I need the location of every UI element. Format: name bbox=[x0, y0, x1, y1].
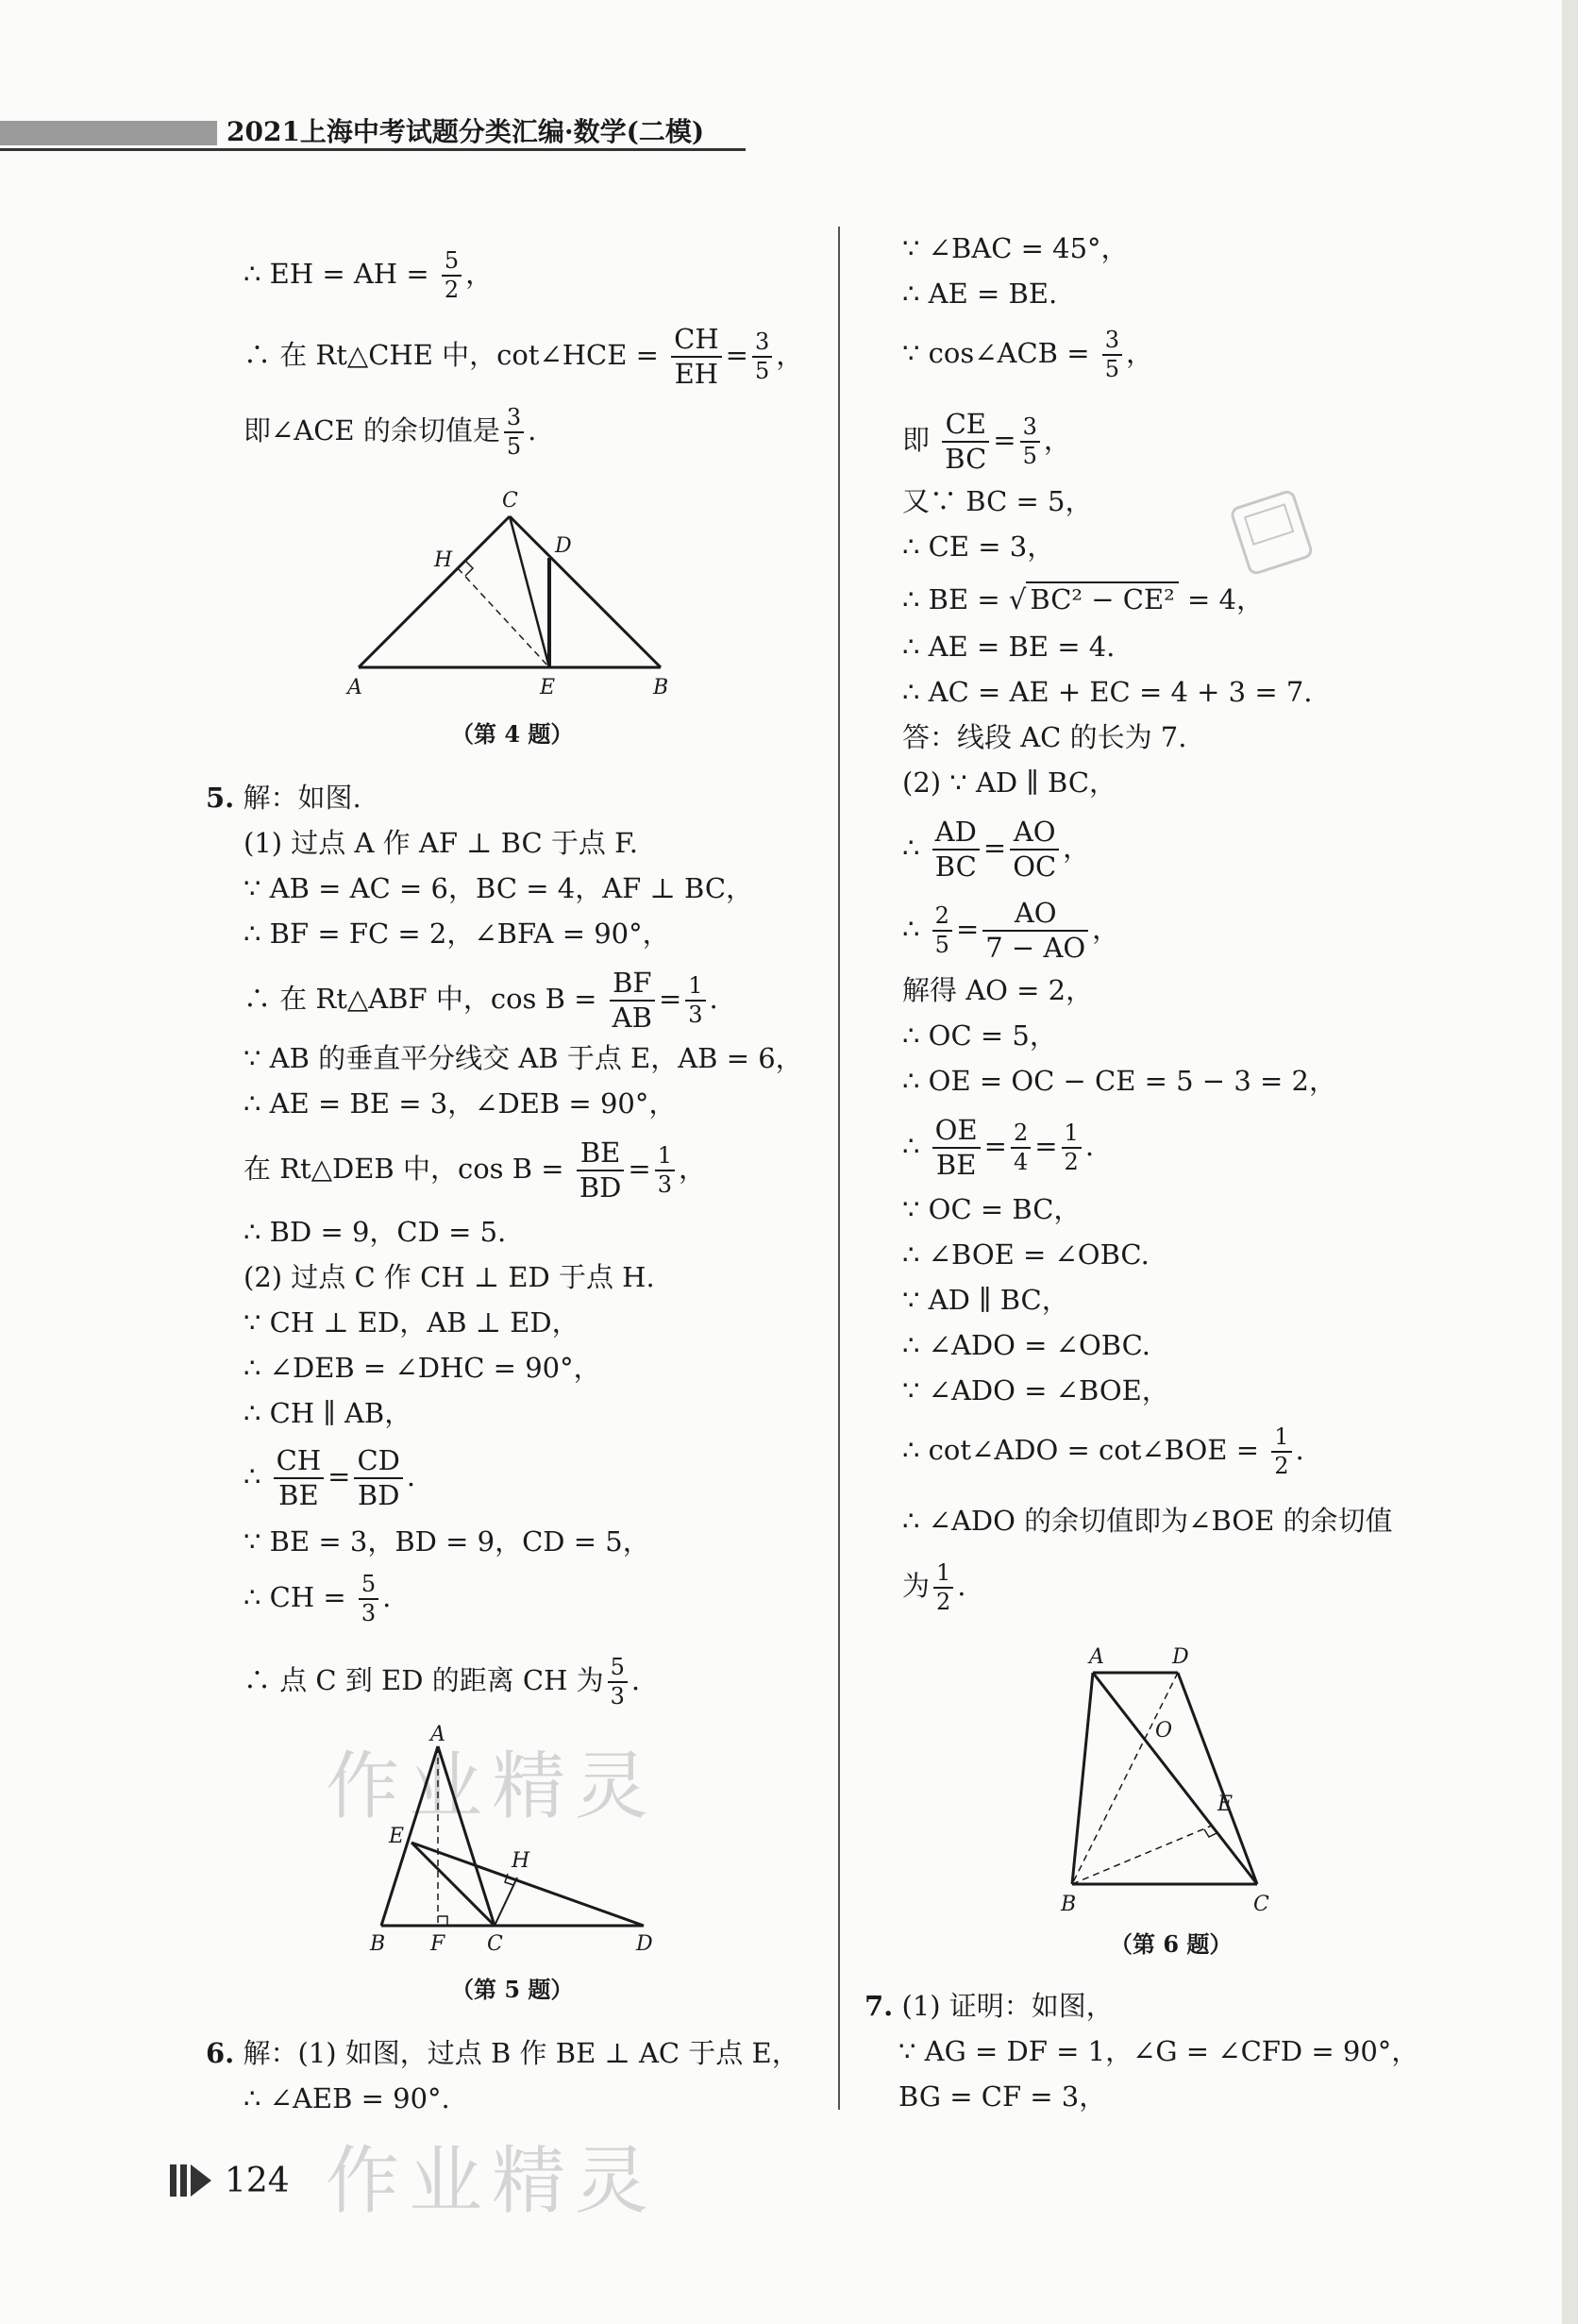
solution-line: ∴ AC = AE + EC = 4 + 3 = 7. bbox=[902, 676, 1313, 708]
solution-line: ∴ $\frac{AD}{BC}$ = $\frac{AO}{OC}$ ， bbox=[902, 816, 1091, 883]
solution-line: ∴ 在 Rt△CHE 中，cot∠HCE = $\frac{CH}{EH}$ = $\frac{3}{5}$ ， bbox=[243, 323, 804, 390]
fraction: $\frac{3}{5}$ bbox=[1102, 327, 1122, 383]
solution-line: ∴ CH = $\frac{5}{3}$ . bbox=[243, 1571, 392, 1626]
solution-line: 解得 AO = 2， bbox=[902, 974, 1094, 1006]
fraction: $\frac{BF}{AB}$ bbox=[610, 967, 655, 1035]
vertex-label: O bbox=[1155, 1719, 1173, 1743]
fraction: $\frac{1}{2}$ bbox=[1271, 1423, 1291, 1480]
solution-line: ∴ $\frac{2}{5}$ = $\frac{AO}{7 - AO}$ ， bbox=[902, 897, 1120, 964]
solution-line: ∵ ∠BAC = 45°， bbox=[902, 232, 1129, 264]
solution-line: 为 $\frac{1}{2}$ . bbox=[902, 1559, 966, 1615]
solution-line: ∴ BE = √ BC² − CE² = 4， bbox=[902, 583, 1264, 615]
vertex-label: C bbox=[502, 489, 518, 513]
question-7-heading: 7. (1) 证明：如图， bbox=[865, 1990, 1114, 2022]
solution-line: ∴ AE = BE = 4. bbox=[902, 631, 1116, 663]
vertex-label: F bbox=[430, 1932, 445, 1956]
solution-line: BG = CF = 3， bbox=[898, 2080, 1107, 2113]
solution-line: ∴ CE = 3， bbox=[902, 530, 1055, 563]
fraction: $\frac{3}{5}$ bbox=[504, 404, 524, 461]
fraction: $\frac{3}{5}$ bbox=[1020, 413, 1040, 470]
fraction: $\frac{CE}{BC}$ bbox=[942, 408, 989, 476]
fraction: $\frac{2}{4}$ bbox=[1011, 1120, 1031, 1176]
vertex-label: C bbox=[487, 1932, 503, 1956]
column-divider bbox=[838, 227, 840, 2110]
page-marker-bar bbox=[170, 2164, 176, 2197]
solution-line: 在 Rt△DEB 中，cos B = $\frac{BE}{BD}$ = $\frac{1}{3}$ ， bbox=[243, 1137, 706, 1204]
vertex-label: D bbox=[636, 1932, 653, 1956]
solution-line: ∵ OC = BC， bbox=[902, 1193, 1082, 1225]
solution-line: 又∵ BC = 5， bbox=[902, 485, 1093, 517]
fraction: $\frac{1}{2}$ bbox=[933, 1559, 953, 1616]
fraction: $\frac{3}{5}$ bbox=[752, 328, 772, 385]
question-number: 6. bbox=[206, 2037, 235, 2069]
solution-line: ∵ AD ∥ BC， bbox=[902, 1284, 1069, 1316]
page-number: 124 bbox=[225, 2161, 290, 2200]
vertex-label: H bbox=[512, 1849, 530, 1873]
radical-expression: BC² − CE² bbox=[1026, 581, 1178, 615]
vertex-label: B bbox=[1061, 1893, 1077, 1916]
page-marker-arrow-icon bbox=[191, 2164, 211, 2197]
figure-caption: （第 5 题） bbox=[451, 1976, 574, 2003]
solution-line: ∵ AG = DF = 1，∠G = ∠CFD = 90°， bbox=[898, 2035, 1419, 2067]
vertex-label: C bbox=[1253, 1893, 1269, 1916]
question-number: 7. bbox=[865, 1990, 894, 2022]
page-number-block bbox=[170, 2160, 290, 2201]
fraction: $\frac{1}{3}$ bbox=[685, 972, 705, 1029]
solution-line: ∴ AE = BE = 3，∠DEB = 90°， bbox=[243, 1087, 677, 1120]
question-5-heading: 5. 解：如图. bbox=[206, 782, 361, 814]
header-rule bbox=[0, 148, 746, 151]
fraction: $\frac{BE}{BD}$ bbox=[577, 1137, 625, 1204]
fraction: $\frac{CD}{BD}$ bbox=[354, 1444, 402, 1512]
solution-line: ∵ cos∠ACB = $\frac{3}{5}$ ， bbox=[902, 327, 1154, 382]
solution-line: ∴ ∠ADO 的余切值即为∠BOE 的余切值 bbox=[902, 1505, 1393, 1537]
solution-line: (2) ∵ AD ∥ BC， bbox=[902, 766, 1117, 799]
figure-5-diagram bbox=[359, 1723, 680, 1963]
watermark-text: 作业精灵 bbox=[326, 2139, 659, 2224]
fraction: $\frac{5}{3}$ bbox=[359, 1571, 378, 1627]
vertex-label: E bbox=[540, 676, 556, 699]
vertex-label: H bbox=[434, 548, 453, 572]
fraction: $\frac{1}{2}$ bbox=[1062, 1120, 1082, 1176]
question-number: 5. bbox=[206, 782, 235, 814]
solution-line: ∴ CH ∥ AB， bbox=[243, 1397, 412, 1429]
vertex-label: A bbox=[347, 676, 362, 699]
page-marker-bar bbox=[180, 2164, 187, 2197]
solution-line: ∴ 点 C 到 ED 的距离 CH 为 $\frac{5}{3}$ . bbox=[243, 1654, 641, 1709]
figure-caption: （第 6 题） bbox=[1110, 1930, 1233, 1958]
solution-line: ∵ AB = AC = 6，BC = 4，AF ⊥ BC， bbox=[243, 872, 754, 904]
solution-line: ∴ ∠DEB = ∠DHC = 90°， bbox=[243, 1352, 601, 1384]
fraction: $\frac{2}{5}$ bbox=[932, 902, 952, 959]
fraction: $\frac{1}{3}$ bbox=[655, 1142, 675, 1199]
solution-line: ∴ $\frac{OE}{BE}$ = $\frac{2}{4}$ = $\frac{1}{2}$ . bbox=[902, 1114, 1095, 1181]
fraction: $\frac{AO}{OC}$ bbox=[1010, 816, 1059, 884]
solution-line: ∴ AE = BE. bbox=[902, 278, 1058, 310]
watermark-stamp-icon bbox=[1227, 489, 1318, 580]
page-edge-shadow bbox=[1562, 0, 1578, 2324]
fraction: $\frac{CH}{BE}$ bbox=[274, 1444, 324, 1512]
figure-caption: （第 4 题） bbox=[451, 720, 574, 748]
vertex-label: B bbox=[653, 676, 669, 699]
solution-line: ∴ ∠BOE = ∠OBC. bbox=[902, 1238, 1150, 1271]
solution-line: ∴ $\frac{CH}{BE}$ = $\frac{CD}{BD}$ . bbox=[243, 1444, 416, 1511]
figure-4-diagram bbox=[340, 486, 680, 703]
vertex-label: D bbox=[1172, 1645, 1189, 1669]
vertex-label: A bbox=[1089, 1645, 1104, 1669]
solution-line: ∴ BF = FC = 2，∠BFA = 90°， bbox=[243, 918, 670, 950]
vertex-label: D bbox=[555, 534, 572, 558]
vertex-label: B bbox=[370, 1932, 386, 1956]
solution-line: ∴ ∠AEB = 90°. bbox=[243, 2082, 450, 2114]
vertex-label: E bbox=[1217, 1793, 1234, 1816]
fraction: $\frac{AO}{7 - AO}$ bbox=[982, 897, 1088, 965]
solution-line: 即∠ACE 的余切值是 $\frac{3}{5}$ . bbox=[243, 404, 537, 460]
solution-line: ∴ cot∠ADO = cot∠BOE = $\frac{1}{2}$ . bbox=[902, 1423, 1304, 1479]
solution-line: 答：线段 AC 的长为 7. bbox=[902, 721, 1187, 753]
fraction: $\frac{CH}{EH}$ bbox=[671, 323, 721, 391]
solution-line: ∴ OE = OC − CE = 5 − 3 = 2， bbox=[902, 1065, 1336, 1097]
solution-line: ∵ BE = 3，BD = 9，CD = 5， bbox=[243, 1525, 650, 1558]
vertex-label: A bbox=[430, 1723, 445, 1746]
solution-line: (1) 过点 A 作 AF ⊥ BC 于点 F. bbox=[243, 827, 638, 859]
fraction: $\frac{AD}{BC}$ bbox=[932, 816, 980, 884]
solution-line: ∵ ∠ADO = ∠BOE， bbox=[902, 1374, 1169, 1406]
watermark-text: 作业精灵 bbox=[326, 1744, 659, 1829]
fraction: $\frac{OE}{BE}$ bbox=[932, 1114, 981, 1182]
page-header-title: 2021上海中考试题分类汇编·数学(二模) bbox=[227, 116, 705, 147]
vertex-label: E bbox=[389, 1825, 405, 1848]
solution-line: 即 $\frac{CE}{BC}$ = $\frac{3}{5}$ ， bbox=[902, 408, 1071, 475]
fraction: $\frac{5}{2}$ bbox=[442, 247, 462, 304]
figure-6-diagram bbox=[1048, 1642, 1284, 1926]
solution-line: (2) 过点 C 作 CH ⊥ ED 于点 H. bbox=[243, 1261, 655, 1293]
solution-line: ∴ 在 Rt△ABF 中，cos B = $\frac{BF}{AB}$ = $\frac{1}{3}$ . bbox=[243, 967, 718, 1034]
header-bar bbox=[0, 121, 217, 145]
question-6-heading: 6. 解：(1) 如图，过点 B 作 BE ⊥ AC 于点 E， bbox=[206, 2037, 799, 2069]
solution-line: ∵ AB 的垂直平分线交 AB 于点 E，AB = 6， bbox=[243, 1042, 803, 1074]
solution-line: ∵ CH ⊥ ED，AB ⊥ ED， bbox=[243, 1306, 579, 1339]
solution-line: ∴ OC = 5， bbox=[902, 1019, 1057, 1052]
fraction: $\frac{5}{3}$ bbox=[608, 1654, 628, 1710]
solution-line: ∴ BD = 9，CD = 5. bbox=[243, 1216, 507, 1248]
solution-line: ∴ EH = AH = $\frac{5}{2}$ ， bbox=[243, 247, 494, 303]
solution-line: ∴ ∠ADO = ∠OBC. bbox=[902, 1329, 1150, 1361]
